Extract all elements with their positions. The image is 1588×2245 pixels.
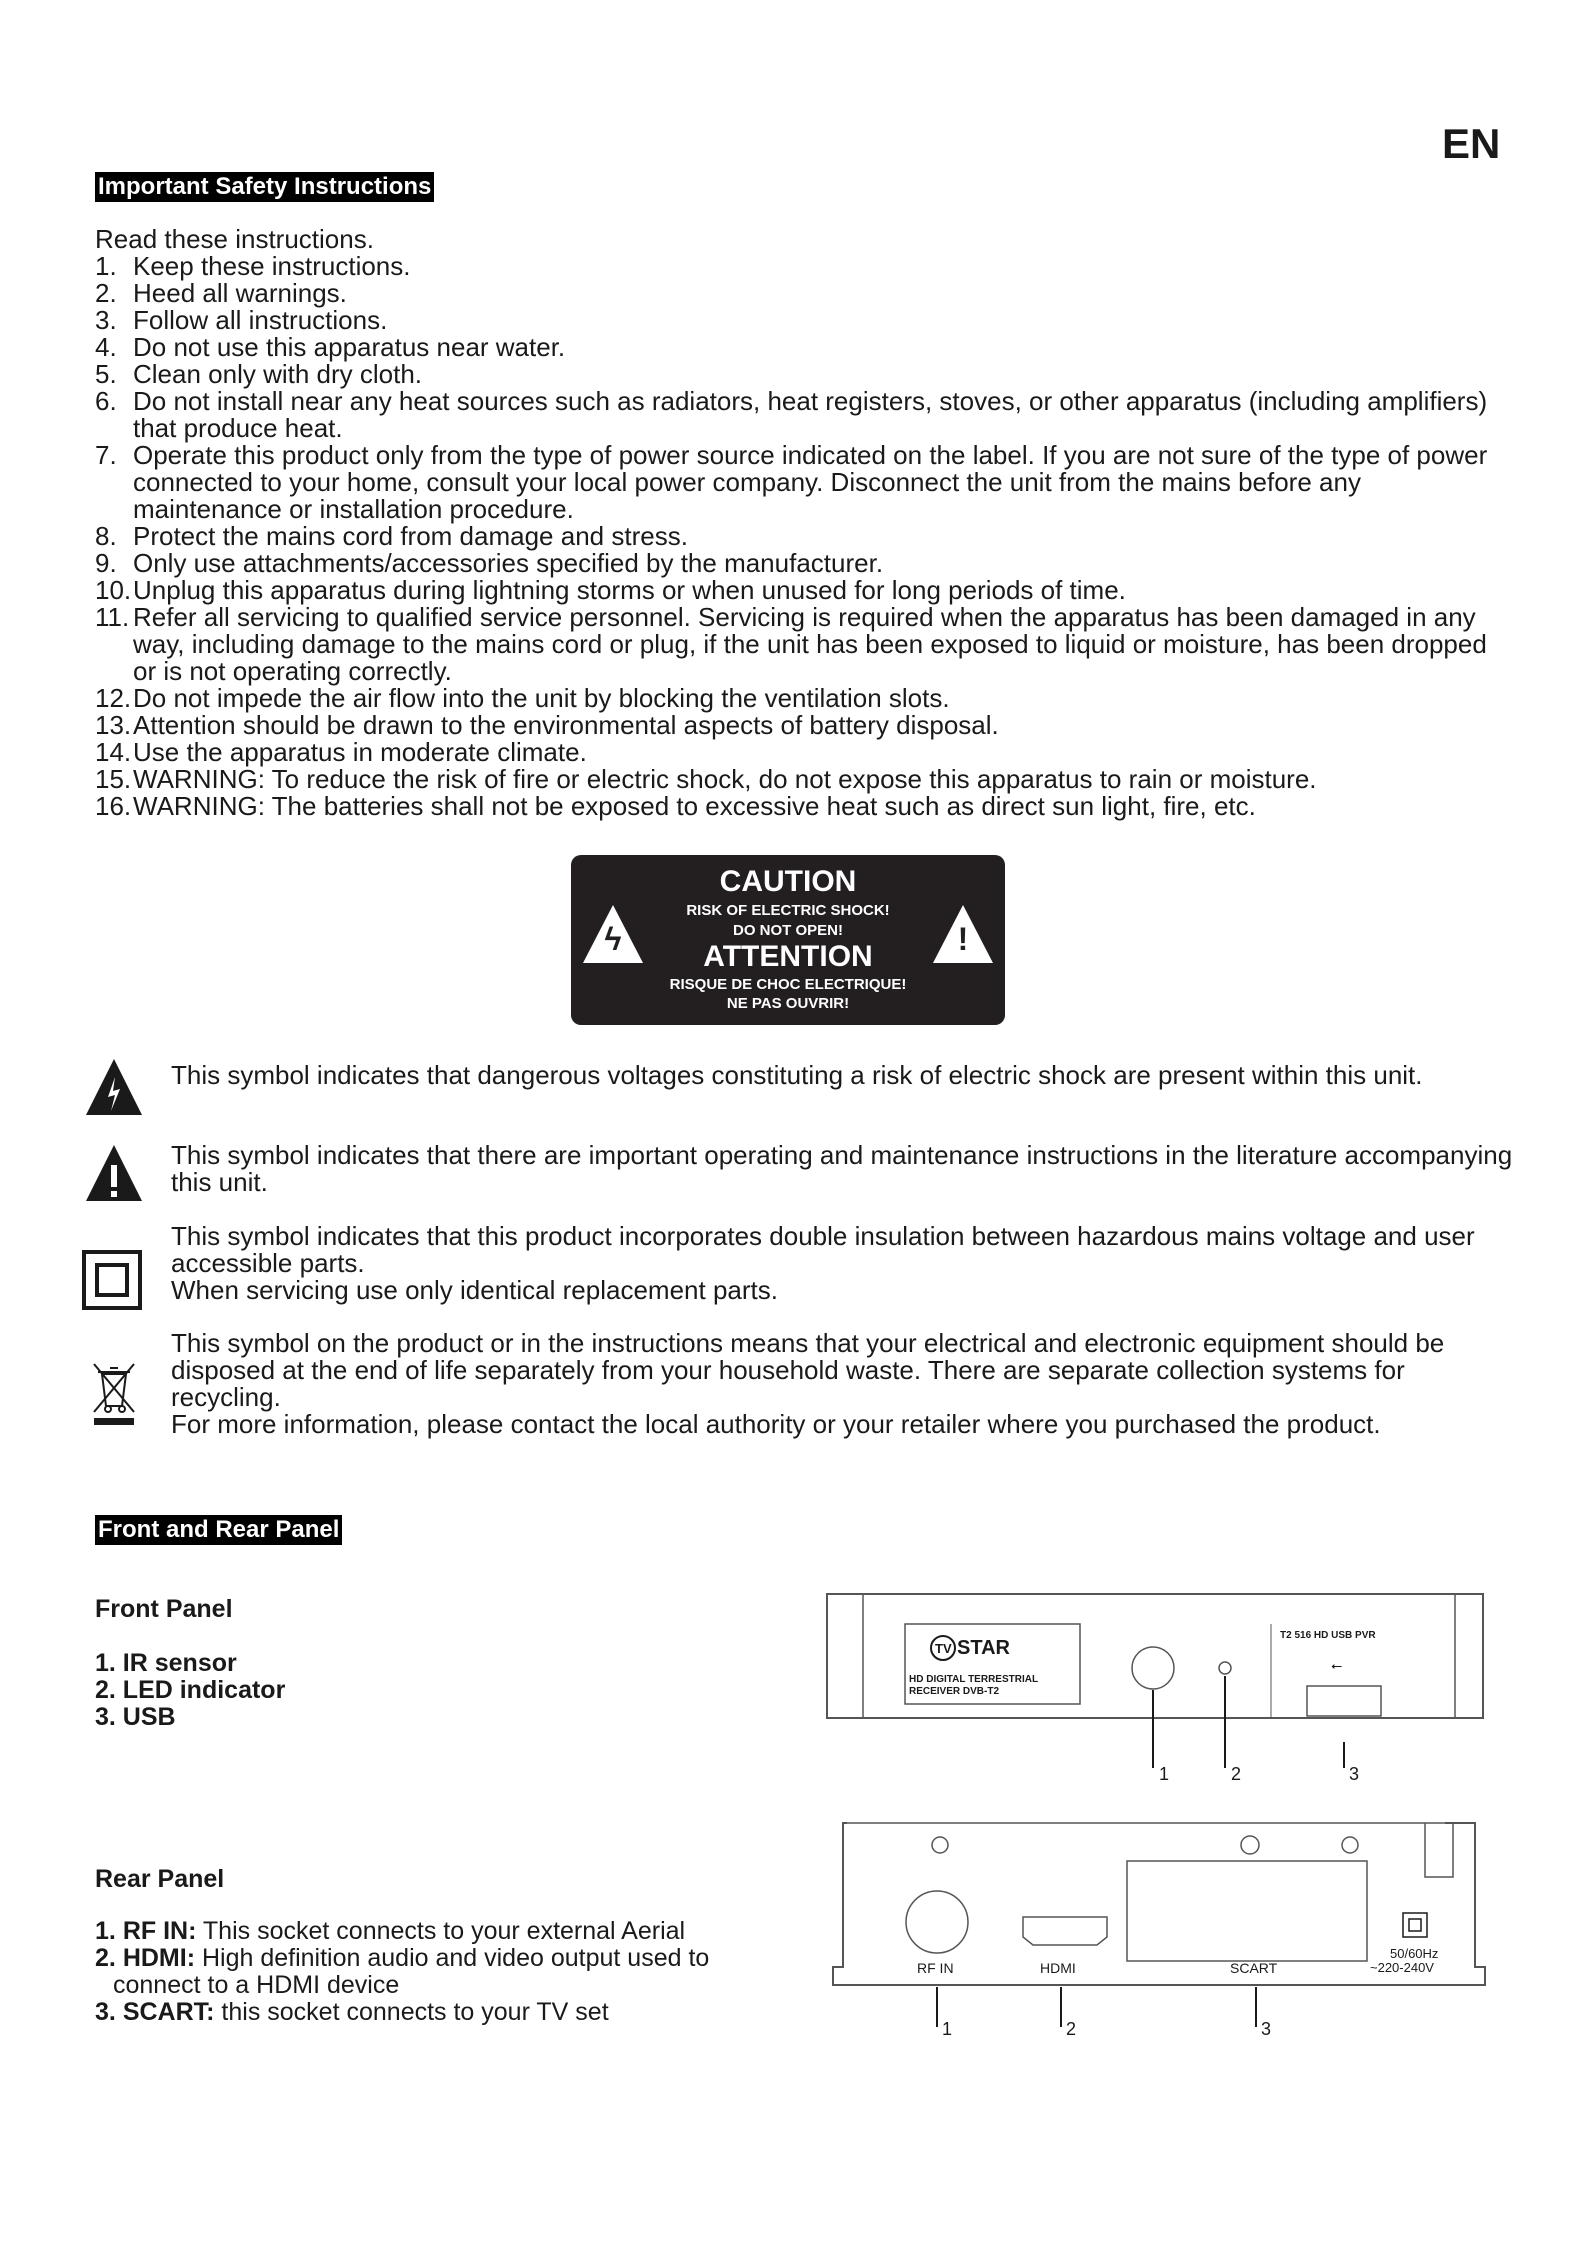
usb-icon: ⭠ bbox=[1331, 1657, 1343, 1673]
list-item: 1. Keep these instructions. bbox=[95, 251, 411, 281]
symbol-instructions-text: This symbol indicates that there are important operating and maintenance instructions in the literature accompanying this unit. bbox=[171, 1140, 1513, 1197]
list-item: 2. Heed all warnings. bbox=[95, 278, 347, 308]
usb-port bbox=[1307, 1686, 1381, 1716]
product-line: RECEIVER DVB-T2 bbox=[909, 1686, 1000, 1697]
model-label: T2 516 HD USB PVR bbox=[1280, 1630, 1376, 1641]
list-item: 6. Do not install near any heat sources such as radiators, heat registers, stoves, or other apparatus (including amplifiers) that produce heat. bbox=[95, 386, 1488, 443]
list-item: 5. Clean only with dry cloth. bbox=[95, 359, 423, 389]
hdmi-port bbox=[1023, 1917, 1107, 1945]
list-item: 3. USB bbox=[95, 1703, 176, 1731]
safety-heading: Important Safety Instructions bbox=[95, 172, 434, 202]
list-item: 14. Use the apparatus in moderate climate. bbox=[95, 737, 587, 767]
scart-socket bbox=[1127, 1861, 1367, 1961]
caution-title: CAUTION bbox=[719, 865, 857, 898]
lightning-warning-icon bbox=[84, 1057, 144, 1117]
attention-title: ATTENTION bbox=[703, 940, 873, 973]
callout-2: 2 bbox=[1231, 1764, 1242, 1784]
front-panel-list bbox=[95, 1650, 285, 1731]
callout-3: 3 bbox=[1261, 2019, 1272, 2039]
list-item: 4. Do not use this apparatus near water. bbox=[95, 332, 566, 362]
power-rating: 50/60Hz bbox=[1390, 1946, 1439, 1961]
safety-list bbox=[95, 253, 1515, 820]
svg-text:TV: TV bbox=[935, 1641, 952, 1656]
front-panel-title: Front Panel bbox=[95, 1595, 233, 1623]
list-item: 3. SCART: this socket connects to your TV set bbox=[95, 1998, 609, 2026]
caution-label bbox=[571, 855, 1005, 1025]
list-item: 15. WARNING: To reduce the risk of fire or electric shock, do not expose this apparatus to rain or moisture. bbox=[95, 764, 1317, 794]
ir-sensor bbox=[1132, 1647, 1174, 1689]
exclamation-warning-icon: ! bbox=[933, 905, 993, 963]
exclamation-warning-icon bbox=[84, 1143, 144, 1203]
caution-line: RISK OF ELECTRIC SHOCK! bbox=[686, 902, 890, 919]
list-item: 2. LED indicator bbox=[95, 1676, 286, 1704]
rear-label-hdmi: HDMI bbox=[1040, 1960, 1076, 1976]
caution-line: DO NOT OPEN! bbox=[732, 922, 843, 939]
symbol-insulation-text: This symbol indicates that this product incorporates double insulation between hazardous mains voltage and user accessible parts. When servicing use only identical replacement parts. bbox=[171, 1221, 1475, 1305]
list-item: 1. IR sensor bbox=[95, 1649, 237, 1677]
list-item: 8. Protect the mains cord from damage and stress. bbox=[95, 521, 688, 551]
svg-text:STAR: STAR bbox=[957, 1637, 1010, 1659]
panels-heading: Front and Rear Panel bbox=[95, 1515, 342, 1545]
list-item: 10. Unplug this apparatus during lightning storms or when unused for long periods of time. bbox=[95, 575, 1126, 605]
callout-1: 1 bbox=[942, 2019, 953, 2039]
list-item: connect to a HDMI device bbox=[113, 1971, 400, 1999]
caution-line: NE PAS OUVRIR! bbox=[726, 995, 850, 1012]
list-item: 7. Operate this product only from the type of power source indicated on the label. If you are not sure of the type of power connected to your home, consult your local power company. Disconnect the unit from the mains before any maintenance or installation procedure. bbox=[95, 440, 1488, 524]
callout-1: 1 bbox=[1159, 1764, 1170, 1784]
language-code: EN bbox=[1442, 120, 1501, 167]
list-item: 1. RF IN: This socket connects to your external Aerial bbox=[95, 1917, 686, 1945]
list-item: 12. Do not impede the air flow into the unit by blocking the ventilation slots. bbox=[95, 683, 950, 713]
rear-label-scart: SCART bbox=[1230, 1960, 1278, 1976]
power-rating: ~220-240V bbox=[1370, 1960, 1434, 1975]
double-insulation-icon bbox=[82, 1250, 142, 1310]
double-insulation-icon bbox=[1403, 1913, 1427, 1937]
list-item: 3. Follow all instructions. bbox=[95, 305, 388, 335]
tv-star-logo bbox=[931, 1636, 1011, 1660]
list-item: 13. Attention should be drawn to the environmental aspects of battery disposal. bbox=[95, 710, 999, 740]
rf-in-socket bbox=[906, 1891, 968, 1953]
rear-panel-list bbox=[95, 1918, 709, 2026]
list-item: 11. Refer all servicing to qualified service personnel. Servicing is required when the apparatus has been damaged in any way, including damage to the mains cord or plug, if the unit has been exposed to liquid or moisture, has been dropped or is not operating correctly. bbox=[95, 602, 1487, 686]
led-indicator bbox=[1219, 1662, 1231, 1674]
caution-line: RISQUE DE CHOC ELECTRIQUE! bbox=[669, 976, 907, 993]
front-panel-diagram bbox=[825, 1590, 1495, 1785]
list-item: 16. WARNING: The batteries shall not be exposed to excessive heat such as direct sun light, fire, etc. bbox=[95, 791, 1256, 821]
rear-panel-diagram bbox=[825, 1815, 1495, 2040]
callout-3: 3 bbox=[1349, 1764, 1360, 1784]
safety-intro: Read these instructions. bbox=[95, 224, 374, 254]
symbol-weee-text: This symbol on the product or in the instructions means that your electrical and electronic equipment should be disposed at the end of life separately from your household waste. There are separate collection systems for recycling. For more information, please contact the local authority or your retailer where you purchased the product. bbox=[171, 1328, 1445, 1439]
crossed-bin-icon bbox=[90, 1360, 138, 1426]
callout-2: 2 bbox=[1066, 2019, 1077, 2039]
rear-panel-title: Rear Panel bbox=[95, 1865, 225, 1893]
product-line: HD DIGITAL TERRESTRIAL bbox=[909, 1674, 1039, 1685]
symbol-voltage-text: This symbol indicates that dangerous voltages constituting a risk of electric shock are present within this unit. bbox=[171, 1060, 1423, 1090]
list-item: 2. HDMI: High definition audio and video output used to bbox=[95, 1944, 710, 1972]
rear-label-rf-in: RF IN bbox=[917, 1960, 954, 1976]
list-item: 9. Only use attachments/accessories specified by the manufacturer. bbox=[95, 548, 884, 578]
electric-shock-warning-icon: ϟ bbox=[583, 905, 643, 963]
